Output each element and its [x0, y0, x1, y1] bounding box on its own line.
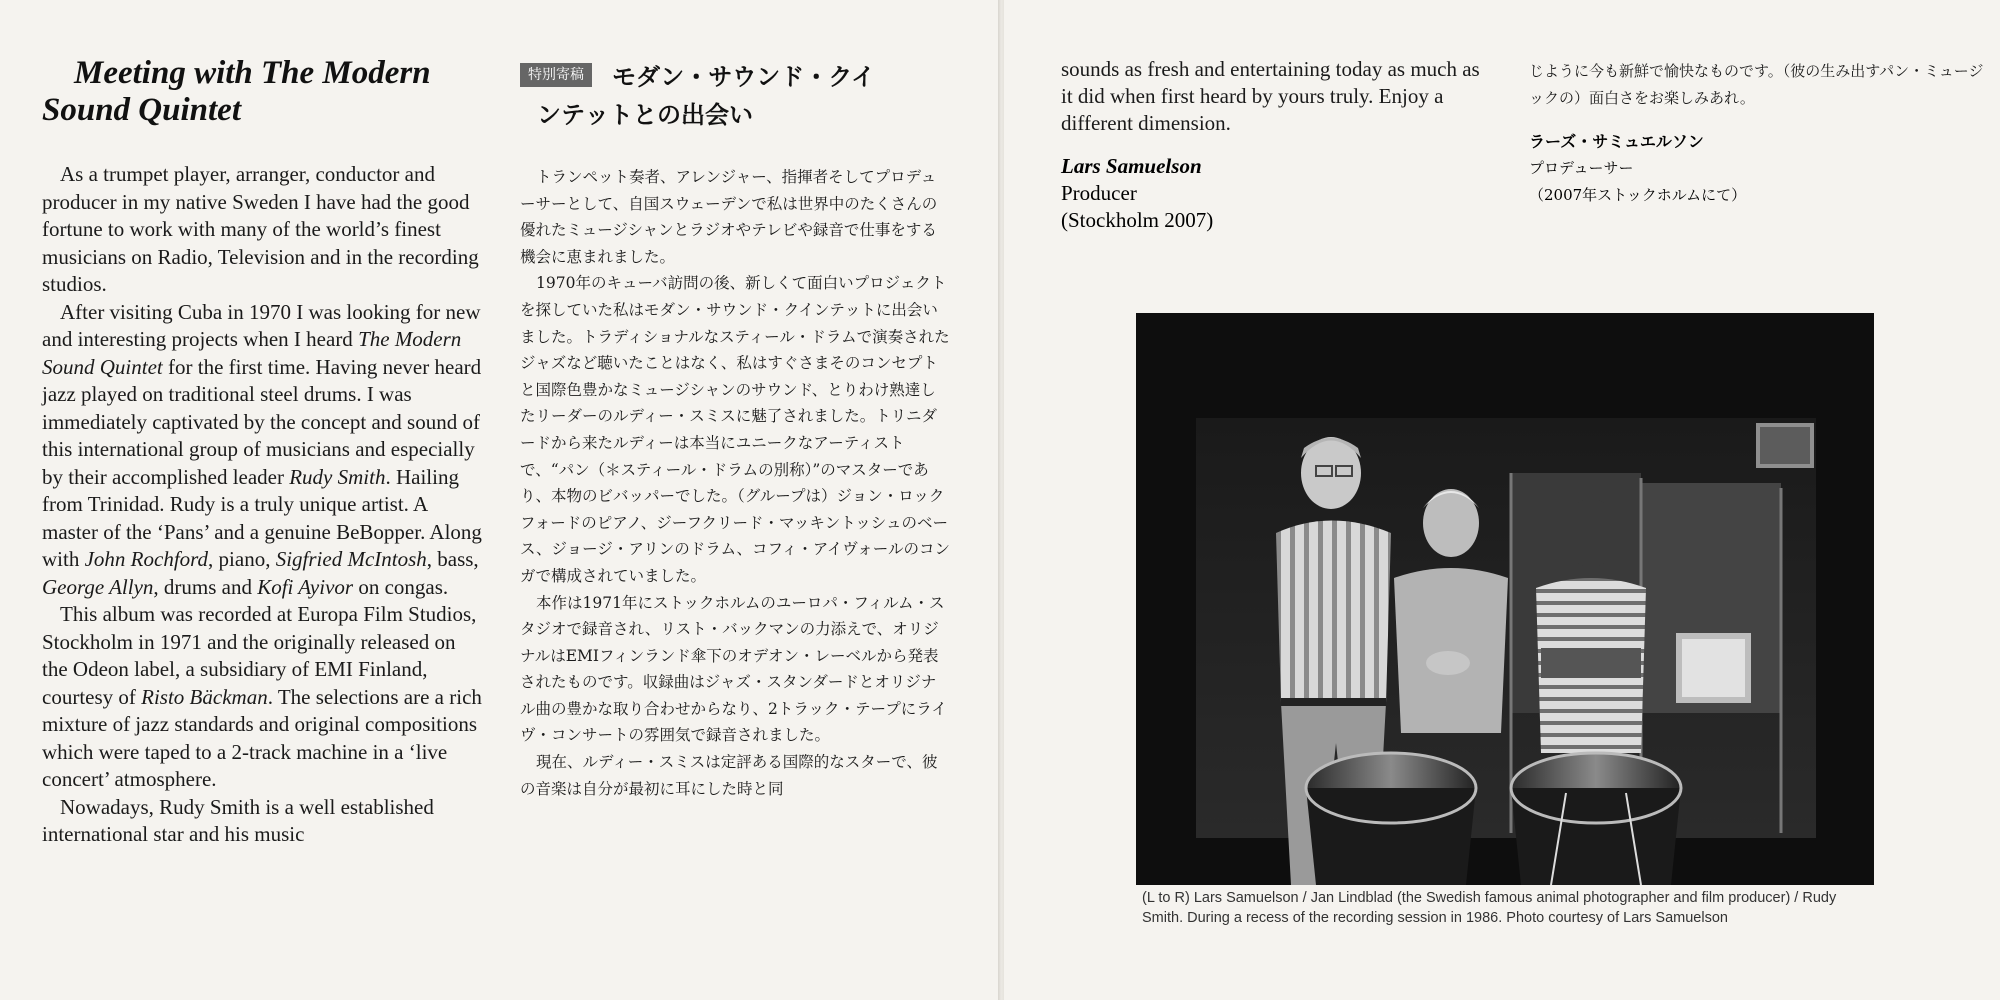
- jp-title-line-1: モダン・サウンド・クイ: [612, 62, 876, 91]
- italic-name: Kofi Ayivor: [257, 574, 354, 599]
- text-run: Nowadays, Rudy Smith is a well established international star and his music: [42, 794, 434, 846]
- text-run: , bass,: [426, 547, 479, 571]
- photo-caption: (L to R) Lars Samuelson / Jan Lindblad (the Swedish famous animal photographer and film producer) / Rudy Smith. During a recess of the recording session in 1986. Photo courtesy of Lars Samuelson: [1142, 890, 1837, 926]
- japanese-essay: [520, 58, 950, 802]
- essay-body-japanese: [520, 164, 950, 802]
- studio-photo-illustration: [1136, 313, 1874, 885]
- right-page: [1004, 0, 2000, 1000]
- english-continuation-block: [1061, 56, 1481, 234]
- title-line-1: Meeting with The Modern: [74, 55, 431, 91]
- japanese-paragraph: 本作は1971年にストックホルムのユーロパ・フィルム・スタジオで録音され、リスト・バックマンの力添えで、オリジナルはEMIフィンランド傘下のオデオン・レーベルから発表されたものです。収録曲はジャズ・スタンダードとオリジナル曲の豊かな取り合わせからなり、2トラック・テープにライヴ・コンサートの雰囲気で録音されました。: [520, 593, 947, 745]
- english-paragraph: [42, 794, 482, 849]
- japanese-continuation: じように今も新鮮で愉快なものです。（彼の生み出すパン・ミュージックの）面白さをお楽しみあれ。: [1529, 62, 1984, 107]
- text-run: This album was recorded at Europa Film Studios, Stockholm in 1971 and the originally released on the Odeon label, a subsidiary of EMI Finland, courtesy of: [42, 602, 477, 709]
- italic-name: Risto Bäckman: [141, 684, 268, 709]
- japanese-paragraph: 現在、ルディー・スミスは定評ある国際的なスターで、彼の音楽は自分が最初に耳にした時と同: [520, 753, 938, 798]
- italic-name: John Rochford: [84, 547, 209, 571]
- english-paragraph: [42, 299, 482, 602]
- jp-signature-place: （2007年ストックホルムにて）: [1529, 186, 1747, 204]
- special-contribution-tag: 特別寄稿: [520, 63, 592, 87]
- jp-signature-role: プロデューサー: [1529, 159, 1634, 177]
- italic-name: Rudy Smith: [289, 464, 386, 489]
- essay-title-english: [42, 55, 482, 129]
- italic-name: Sigfried McIntosh: [275, 547, 427, 571]
- japanese-signature: [1529, 128, 1989, 209]
- text-run: for the first time. Having never heard jazz played on traditional steel drums. I was immediately captivated by the concept and sound of this international group of musicians and especially by their accomplished leader: [42, 354, 482, 489]
- text-run: As a trumpet player, arranger, conductor and producer in my native Sweden I have had the good fortune to work with many of the world’s finest musicians on Radio, Television and in the recording studios.: [42, 162, 479, 296]
- text-run: , drums and: [153, 574, 258, 599]
- studio-photo: [1136, 313, 1874, 885]
- signature-role: Producer: [1061, 181, 1137, 205]
- text-run: After visiting Cuba in 1970 I was looking for new and interesting projects when I heard: [42, 299, 481, 351]
- jp-signature-name: ラーズ・サミュエルソン: [1529, 132, 1704, 151]
- english-paragraph: [42, 161, 482, 299]
- text-run: . The selections are a rich mixture of jazz standards and original compositions which were taped to a 2-track machine in a ‘live concert’ atmosphere.: [42, 684, 482, 791]
- japanese-header: [520, 58, 950, 134]
- signature-place: (Stockholm 2007): [1061, 208, 1214, 232]
- text-run: , piano,: [208, 547, 276, 571]
- text-run: . Hailing from Trinidad. Rudy is a truly unique artist. A master of the ‘Pans’ and a genuine BeBopper. Along with: [42, 464, 482, 571]
- text-run: on congas.: [353, 574, 449, 599]
- italic-name: George Allyn: [42, 574, 154, 599]
- japanese-continuation-block: [1529, 58, 1989, 209]
- italic-name: The Modern Sound Quintet: [42, 327, 462, 379]
- english-continuation: sounds as fresh and entertaining today as much as it did when first heard by yours truly. Enjoy a different dimension.: [1061, 57, 1480, 135]
- japanese-paragraph: トランペット奏者、アレンジャー、指揮者そしてプロデューサーとして、自国スウェーデンで私は世界中のたくさんの優れたミュージシャンとラジオやテレビや録音で仕事をする機会に恵まれました。: [520, 168, 938, 266]
- signature-name: Lars Samuelson: [1061, 154, 1202, 178]
- title-line-2: Sound Quintet: [42, 92, 241, 128]
- english-essay: [42, 55, 482, 849]
- essay-body-english: [42, 161, 482, 849]
- english-paragraph: [42, 601, 482, 794]
- english-signature: [1061, 153, 1481, 234]
- japanese-paragraph: 1970年のキューバ訪問の後、新しくて面白いプロジェクトを探していた私はモダン・サウンド・クインテットに出会いました。トラディショナルなスティール・ドラムで演奏されたジャズなど聴いたことはなく、私はすぐさまそのコンセプトと国際色豊かなミュージシャンのサウンド、とりわけ熟達したリーダーのルディー・スミスに魅了されました。トリニダードから来たルディーは本当にユニークなアーティストで、“パン（＊スティール・ドラムの別称）”のマスターであり、本物のビバッパーでした。（グループは）ジョン・ロックフォードのピアノ、ジーフクリード・マッキントッシュのベース、ジョージ・アリンのドラム、コフィ・アイヴォールのコンガで構成されていました。: [520, 274, 950, 585]
- jp-title-line-2: ンテットとの出会い: [537, 100, 753, 129]
